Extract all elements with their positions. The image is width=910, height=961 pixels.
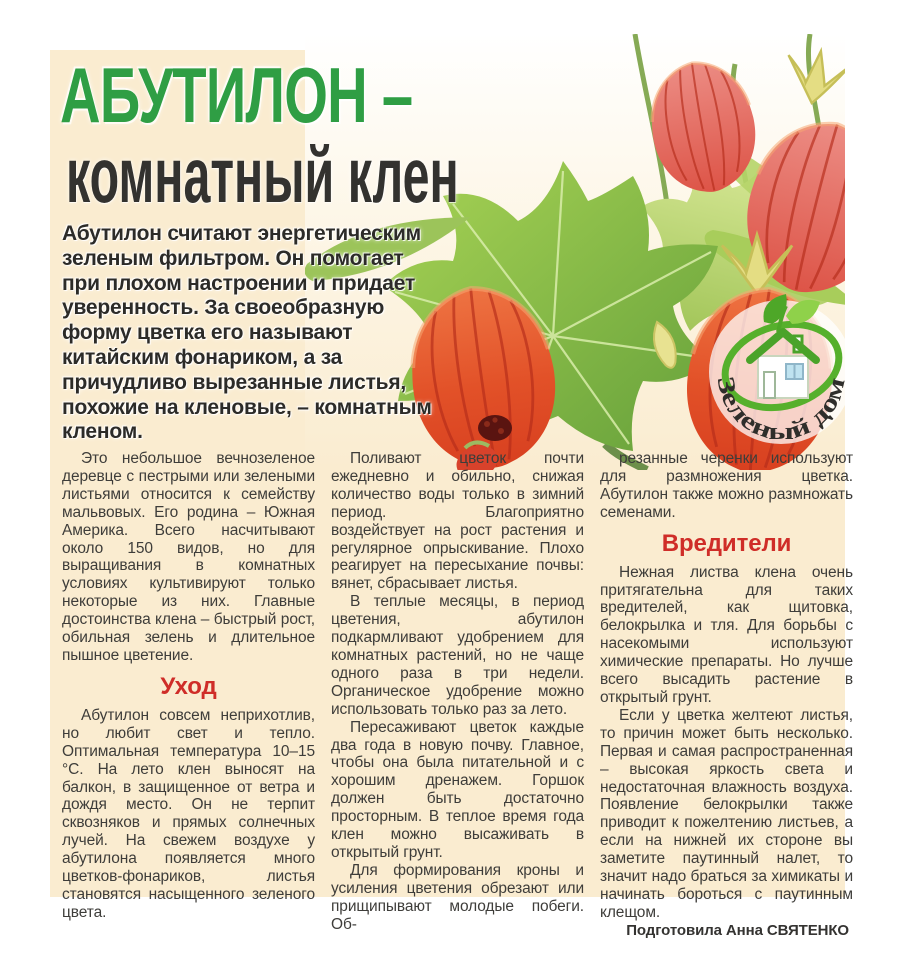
paragraph: Если у цветка желтеют листья, то причин может быть несколько. Первая и самая распространенная – высокая яркость света и недостаточная влажность воздуха. Появление белокрылки также приводит к пожелтению листьев, а если на нижней их стороне вы заметите паутинный налет, то значит надо браться за химикаты и начинать бороться с паутинным клещом. xyxy=(600,706,853,921)
page-subtitle: комнатный клен xyxy=(66,131,459,219)
byline: Подготовила Анна СВЯТЕНКО xyxy=(626,921,849,939)
column-3 xyxy=(600,450,853,940)
column-2 xyxy=(331,450,584,940)
column-1 xyxy=(62,450,315,940)
paragraph: Нежная листва клена очень притягательна для таких вредителей, как щитовка, белокрылка и тля. Для борьбы с насекомыми используют химические препараты. Но лучше всего высадить растение в открытый грунт. xyxy=(600,563,853,706)
section-heading-pests: Вредители xyxy=(661,529,792,557)
page-title: АБУТИЛОН – xyxy=(60,51,413,139)
article-page xyxy=(50,50,853,939)
intro-paragraph: Абутилон считают энергетическим зеленым фильтром. Он помогает при плохом настроении и придает уверенность. За своеобразную форму цветка его называют китайским фонариком, а за причудливо вырезанные листья, похожие на кленовые, – комнатным кленом. xyxy=(62,222,432,444)
paragraph: Для формирования кроны и усиления цветения обрезают или прищипывают молодые побеги. Об- xyxy=(331,861,584,933)
paragraph: Это небольшое вечнозеленое деревце с пестрыми или зелеными листьями относится к семейству мальвовых. Его родина – Южная Америка. Всего насчитывают около 150 видов, но для выращивания в комнатных условиях культивируют только некоторые из них. Главные достоинства клена – быстрый рост, обильная зелень и длительное пышное цветение. xyxy=(62,450,315,664)
section-heading-care: Уход xyxy=(160,672,217,700)
paragraph: Поливают цветок почти ежедневно и обильно, снижая количество воды только в зимний период. Благоприятно воздействует на рост растения и регулярное опрыскивание. Плохо реагирует на пересыхание почвы: вянет, сбрасывает листья. xyxy=(331,450,584,593)
paragraph: Пересаживают цветок каждые два года в новую почву. Главное, чтобы она была питательной и с хорошим дренажем. Горшок должен быть достаточно просторным. В теплое время года клен можно высаживать в открытый грунт. xyxy=(331,718,584,861)
article-body xyxy=(62,450,853,940)
paragraph: Абутилон совсем неприхотлив, но любит свет и тепло. Оптимальная температура 10–15 °С. На лето клен выносят на балкон, в защищенное от ветра и дождя место. Он не терпит сквозняков и прямых солнечных лучей. На свежем воздухе у абутилона появляется много цветков-фонариков, листья становятся насыщенного зеленого цвета. xyxy=(62,706,315,921)
paragraph: резанные черенки используют для размножения цветка. Абутилон также можно размножать семенами. xyxy=(600,450,853,521)
green-house-logo xyxy=(702,288,860,464)
logo-text: Зеленый дом xyxy=(711,374,850,446)
paragraph: В теплые месяцы, в период цветения, абутилон подкармливают удобрением для комнатных растений, но не чаще одного раза в три недели. Органическое удобрение можно использовать только раз за лето. xyxy=(331,593,584,718)
